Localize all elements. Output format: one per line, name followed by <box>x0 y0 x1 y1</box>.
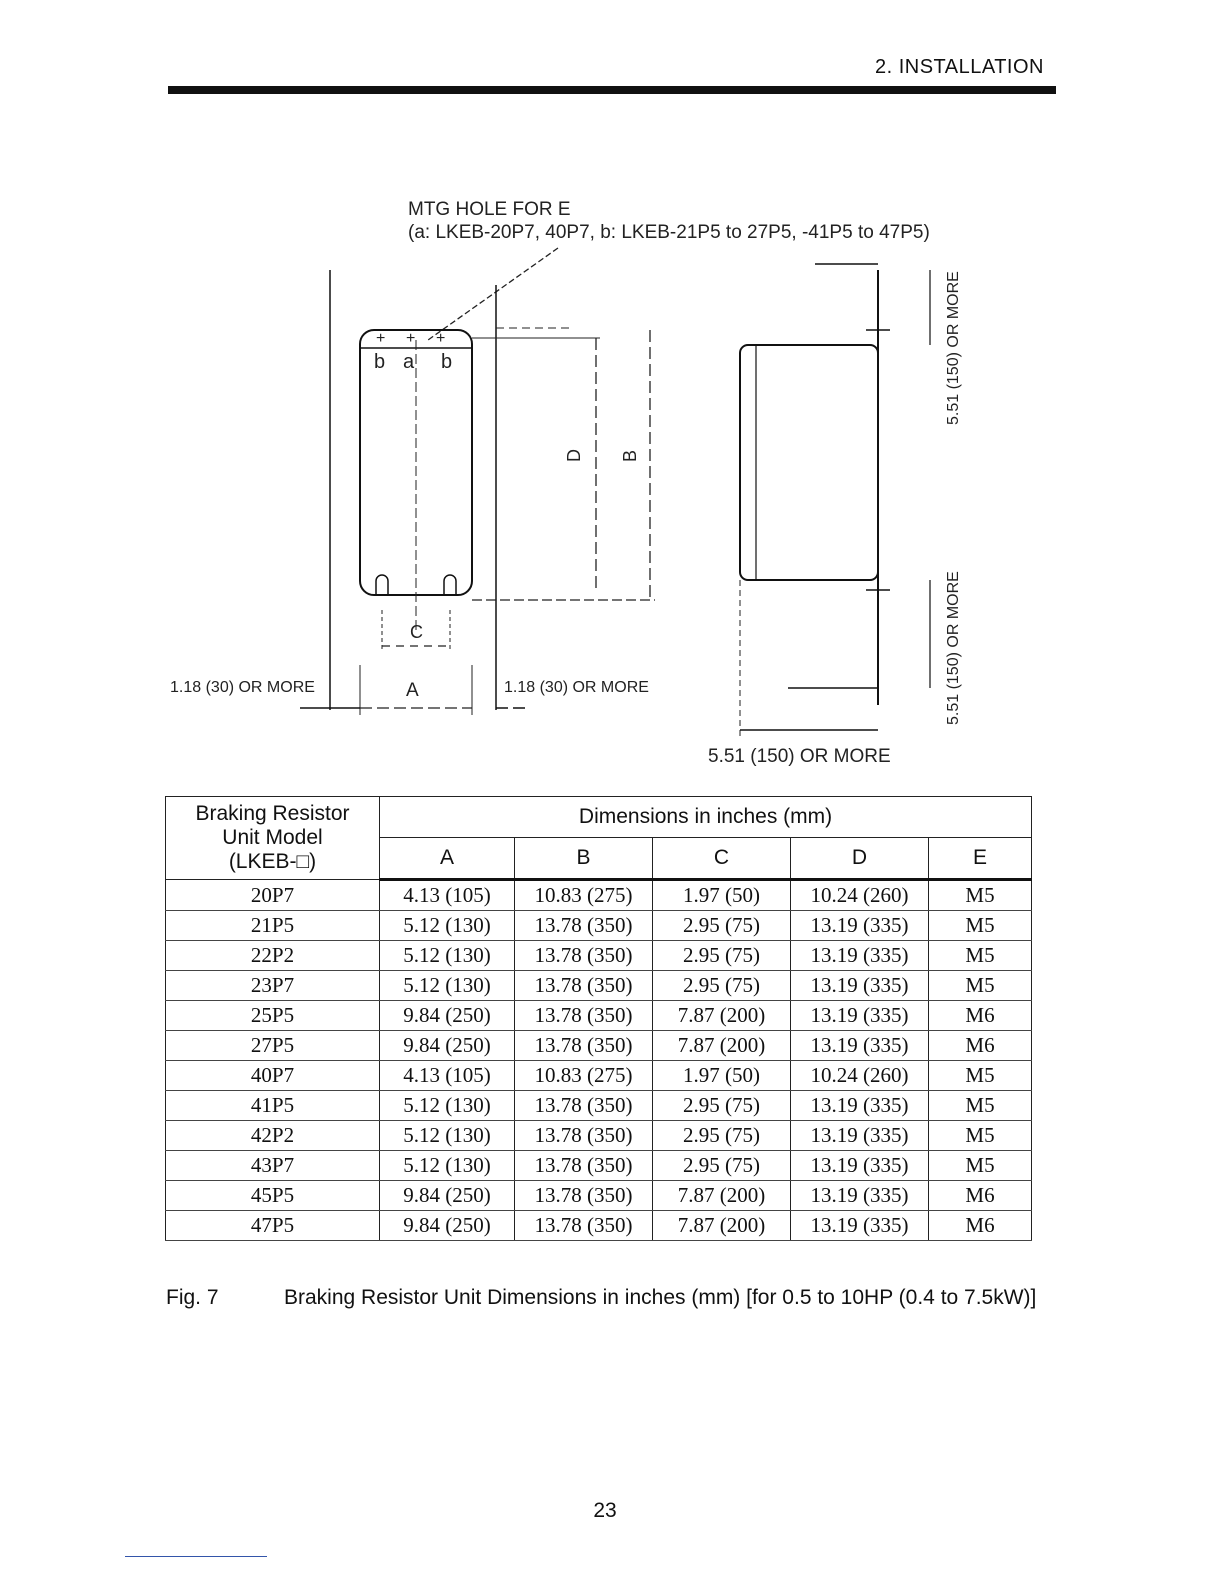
dim-a-label: A <box>406 680 419 701</box>
hole-label-a: a <box>403 351 415 373</box>
dimension-cell: M6 <box>929 1211 1032 1241</box>
dimension-cell: 13.19 (335) <box>791 971 929 1001</box>
dimension-cell: 2.95 (75) <box>653 1121 791 1151</box>
dimension-cell: 10.24 (260) <box>791 1061 929 1091</box>
dim-d-label: D <box>564 449 584 462</box>
column-header-c: C <box>653 838 791 880</box>
model-cell: 42P2 <box>166 1121 380 1151</box>
dimension-cell: 13.19 (335) <box>791 1031 929 1061</box>
dimension-cell: M5 <box>929 941 1032 971</box>
dimension-cell: M6 <box>929 1001 1032 1031</box>
dimension-cell: 13.19 (335) <box>791 1211 929 1241</box>
dimension-cell: M5 <box>929 1091 1032 1121</box>
mounting-hole-note: MTG HOLE FOR E <box>408 199 571 220</box>
side-view <box>708 264 962 767</box>
model-cell: 23P7 <box>166 971 380 1001</box>
table-row <box>166 971 1032 1001</box>
dimension-cell: 13.78 (350) <box>515 1031 653 1061</box>
table-row <box>166 1091 1032 1121</box>
hole-label-b-left: b <box>374 351 386 373</box>
dimension-cell: 2.95 (75) <box>653 1151 791 1181</box>
dimension-cell: M5 <box>929 1121 1032 1151</box>
dimension-cell: 9.84 (250) <box>380 1211 515 1241</box>
figure-caption-text: Braking Resistor Unit Dimensions in inches (mm) [for 0.5 to 10HP (0.4 to 7.5kW)] <box>284 1286 1037 1309</box>
dimension-cell: M5 <box>929 880 1032 911</box>
model-cell: 22P2 <box>166 941 380 971</box>
dimension-cell: 9.84 (250) <box>380 1031 515 1061</box>
left-clearance-label: 1.18 (30) OR MORE <box>170 679 315 696</box>
model-head-line2: Unit Model <box>222 826 323 849</box>
dimension-cell: 13.19 (335) <box>791 1181 929 1211</box>
column-header-a: A <box>380 838 515 880</box>
column-header-b: B <box>515 838 653 880</box>
side-clearance-label: 5.51 (150) OR MORE <box>708 746 891 767</box>
dimension-cell: 7.87 (200) <box>653 1001 791 1031</box>
mounting-hole-models: (a: LKEB-20P7, 40P7, b: LKEB-21P5 to 27P5, -41P5 to 47P5) <box>408 222 930 243</box>
model-cell: 25P5 <box>166 1001 380 1031</box>
dimension-cell: 13.19 (335) <box>791 1151 929 1181</box>
dimension-cell: 9.84 (250) <box>380 1181 515 1211</box>
dimension-cell: 9.84 (250) <box>380 1001 515 1031</box>
leader-line <box>428 248 558 340</box>
model-cell: 45P5 <box>166 1181 380 1211</box>
table-row <box>166 941 1032 971</box>
model-cell: 21P5 <box>166 911 380 941</box>
dimension-cell: 13.78 (350) <box>515 971 653 1001</box>
dimension-cell: 1.97 (50) <box>653 880 791 911</box>
dimension-cell: 13.78 (350) <box>515 1211 653 1241</box>
dimension-cell: M5 <box>929 1061 1032 1091</box>
dimension-cell: 5.12 (130) <box>380 1091 515 1121</box>
dimension-cell: 5.12 (130) <box>380 941 515 971</box>
table-row <box>166 1001 1032 1031</box>
model-cell: 20P7 <box>166 880 380 911</box>
dimension-cell: 13.78 (350) <box>515 1091 653 1121</box>
dimension-cell: 13.19 (335) <box>791 1121 929 1151</box>
bottom-clearance-label: 5.51 (150) OR MORE <box>945 571 962 725</box>
svg-text:+: + <box>436 330 446 347</box>
dimension-cell: 13.19 (335) <box>791 1001 929 1031</box>
page-number: 23 <box>593 1499 617 1522</box>
dimension-cell: 13.78 (350) <box>515 1001 653 1031</box>
dimension-cell: 5.12 (130) <box>380 971 515 1001</box>
dimension-cell: 2.95 (75) <box>653 971 791 1001</box>
figure-number: Fig. 7 <box>166 1286 219 1309</box>
dimension-cell: 2.95 (75) <box>653 911 791 941</box>
dimension-cell: 13.19 (335) <box>791 1091 929 1121</box>
model-cell: 40P7 <box>166 1061 380 1091</box>
table-row <box>166 1121 1032 1151</box>
dim-c-label: C <box>410 622 423 642</box>
side-body-outline <box>740 345 878 580</box>
dimension-cell: 10.24 (260) <box>791 880 929 911</box>
table-row <box>166 1181 1032 1211</box>
svg-text:+: + <box>376 330 386 347</box>
dimension-cell: 7.87 (200) <box>653 1211 791 1241</box>
dimensions-table <box>165 796 1032 1241</box>
dimension-cell: 13.19 (335) <box>791 941 929 971</box>
dimensions-header: Dimensions in inches (mm) <box>380 797 1032 838</box>
dimension-cell: 13.78 (350) <box>515 1151 653 1181</box>
dimension-cell: 10.83 (275) <box>515 880 653 911</box>
hole-label-b-right: b <box>441 351 453 373</box>
dimension-cell: 2.95 (75) <box>653 941 791 971</box>
table-row <box>166 1061 1032 1091</box>
dimension-cell: 13.78 (350) <box>515 1181 653 1211</box>
dimension-drawing <box>160 190 1040 780</box>
svg-text:+: + <box>406 330 416 347</box>
dimension-cell: 13.78 (350) <box>515 1121 653 1151</box>
footer-rule <box>125 1556 267 1557</box>
dimension-cell: M6 <box>929 1181 1032 1211</box>
dimension-cell: 4.13 (105) <box>380 880 515 911</box>
table-row <box>166 911 1032 941</box>
dimension-cell: 2.95 (75) <box>653 1091 791 1121</box>
dimension-cell: 13.78 (350) <box>515 941 653 971</box>
model-cell: 43P7 <box>166 1151 380 1181</box>
model-cell: 47P5 <box>166 1211 380 1241</box>
model-cell: 41P5 <box>166 1091 380 1121</box>
header-rule <box>168 86 1056 94</box>
dimension-cell: M6 <box>929 1031 1032 1061</box>
model-head-line3: (LKEB-□) <box>228 850 317 873</box>
dimension-cell: 5.12 (130) <box>380 1151 515 1181</box>
dimension-cell: 1.97 (50) <box>653 1061 791 1091</box>
dimension-cell: 10.83 (275) <box>515 1061 653 1091</box>
column-header-d: D <box>791 838 929 880</box>
dimension-cell: 5.12 (130) <box>380 911 515 941</box>
table-row <box>166 1151 1032 1181</box>
table-row <box>166 1211 1032 1241</box>
dimension-cell: 7.87 (200) <box>653 1181 791 1211</box>
model-head-line1: Braking Resistor <box>195 802 350 825</box>
dimension-cell: 7.87 (200) <box>653 1031 791 1061</box>
right-clearance-label: 1.18 (30) OR MORE <box>504 679 649 696</box>
dimension-cell: M5 <box>929 911 1032 941</box>
top-clearance-label: 5.51 (150) OR MORE <box>945 271 962 425</box>
dimension-cell: 13.19 (335) <box>791 911 929 941</box>
dim-b-label: B <box>620 449 640 462</box>
front-view <box>170 270 655 715</box>
table-row <box>166 1031 1032 1061</box>
model-cell: 27P5 <box>166 1031 380 1061</box>
model-column-header <box>166 797 380 880</box>
column-header-e: E <box>929 838 1032 880</box>
section-header: 2. INSTALLATION <box>874 56 1044 78</box>
dimension-cell: 5.12 (130) <box>380 1121 515 1151</box>
dimension-cell: 13.78 (350) <box>515 911 653 941</box>
dimension-cell: M5 <box>929 1151 1032 1181</box>
dimension-cell: M5 <box>929 971 1032 1001</box>
table-row <box>166 880 1032 911</box>
dimension-cell: 4.13 (105) <box>380 1061 515 1091</box>
